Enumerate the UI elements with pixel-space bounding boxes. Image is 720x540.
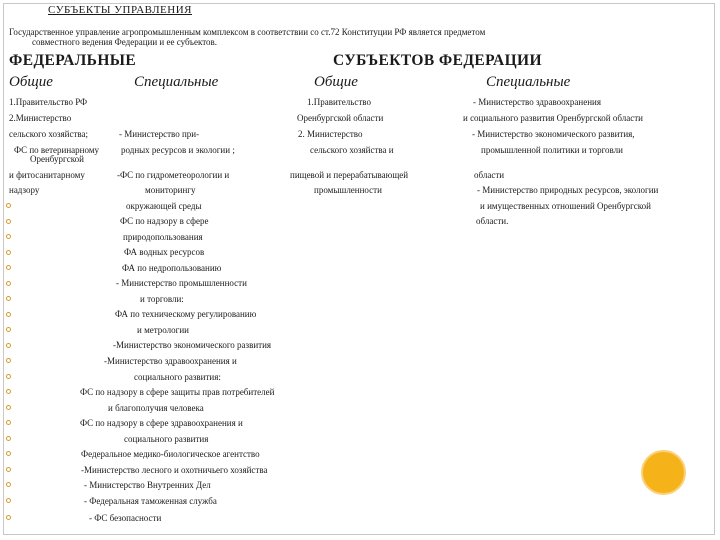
fed-general-item: ФС по ветеринарному (14, 145, 100, 155)
fed-special-item: и торговли: (140, 294, 184, 304)
fed-special-item: ФС по надзору в сфере защиты прав потребителей (80, 387, 275, 397)
bullet-icon (6, 281, 11, 286)
fed-general-label: Общие (9, 74, 53, 90)
subj-special-item: области (474, 170, 505, 180)
bullet-icon (6, 405, 11, 410)
bullet-icon (6, 265, 11, 270)
bullet-icon (6, 451, 11, 456)
fed-general-item: надзору (9, 185, 40, 195)
bullet-icon (6, 358, 11, 363)
subj-general-item: сельского хозяйства и (310, 145, 394, 155)
fed-special-item: - Министерство промышленности (116, 278, 247, 288)
subj-general-item: 2. Министерство (298, 129, 363, 139)
fed-general-item: 2.Министерство (9, 113, 72, 123)
fed-special-item: -Министерство здравоохранения и (104, 356, 237, 366)
intro-line-1: Государственное управление агропромышленным комплексом в соответствии со ст.72 Конституции РФ является предметом (9, 27, 486, 37)
bullet-icon (6, 482, 11, 487)
bullet-icon (6, 498, 11, 503)
fed-special-item: -ФС по гидрометеорологии и (117, 170, 230, 180)
bullet-icon (6, 374, 11, 379)
bullet-icon (6, 234, 11, 239)
fed-special-item: - Министерство при- (119, 129, 200, 139)
fed-special-label: Специальные (134, 74, 219, 90)
bullet-icon (6, 420, 11, 425)
fed-special-item: ФА по техническому регулированию (115, 309, 257, 319)
fed-special-item: -Министерство лесного и охотничьего хозяйства (81, 465, 268, 475)
fed-special-item: -Министерство экономического развития (113, 340, 272, 350)
fed-special-item: и благополучия человека (108, 403, 204, 413)
bullet-icon (6, 203, 11, 208)
bullet-icon (6, 343, 11, 348)
subj-special-item: и социального развития Оренбургской области (463, 113, 643, 123)
fed-special-item: ФА по недропользованию (122, 263, 222, 273)
subj-special-item: - Министерство природных ресурсов, экологии (477, 185, 659, 195)
page-title: СУБЪЕКТЫ УПРАВЛЕНИЯ (48, 4, 192, 16)
bullet-icon (6, 250, 11, 255)
fed-special-item: окружающей среды (126, 201, 202, 211)
bullet-icon (6, 312, 11, 317)
fed-special-item: ФА водных ресурсов (124, 247, 205, 257)
fed-general-item: Оренбургской (30, 154, 84, 164)
bullet-icon (6, 219, 11, 224)
fed-special-item: ФС по надзору в сфере (120, 216, 209, 226)
fed-special-item: - ФС безопасности (89, 513, 162, 523)
subj-special-item: промышленной политики и торговли (481, 145, 623, 155)
fed-special-item: и метрологии (137, 325, 189, 335)
subj-special-item: области. (476, 216, 509, 226)
fed-special-item: природопользования (123, 232, 203, 242)
bullet-icon (6, 467, 11, 472)
subj-general-item: промышленности (314, 185, 382, 195)
bullet-icon (6, 327, 11, 332)
fed-special-item: - Федеральная таможенная служба (84, 496, 217, 506)
subj-general-label: Общие (314, 74, 358, 90)
bullet-icon (6, 389, 11, 394)
fed-general-item: сельского хозяйства; (9, 129, 89, 139)
fed-general-item: 1.Правительство РФ (9, 97, 88, 107)
fed-special-item: ФС по надзору в сфере здравоохранения и (80, 418, 243, 428)
fed-special-item: Федеральное медико-биологическое агентство (81, 449, 260, 459)
subjects-heading: СУБЪЕКТОВ ФЕДЕРАЦИИ (333, 52, 542, 69)
subj-special-item: - Министерство здравоохранения (473, 97, 601, 107)
subj-general-item: 1.Правительство (307, 97, 371, 107)
subj-special-item: - Министерство экономического развития, (472, 129, 635, 139)
fed-special-item: - Министерство Внутренних Дел (84, 480, 211, 490)
federal-heading: ФЕДЕРАЛЬНЫЕ (9, 52, 137, 69)
subj-special-label: Специальные (486, 74, 571, 90)
decorative-circle (641, 450, 686, 495)
fed-special-item: социального развития (124, 434, 209, 444)
subj-special-item: и имущественных отношений Оренбургской (480, 201, 651, 211)
fed-special-item: родных ресурсов и экологии ; (121, 145, 235, 155)
subj-general-item: пищевой и перерабатывающей (290, 170, 409, 180)
bullet-icon (6, 296, 11, 301)
fed-special-item: социального развития: (134, 372, 221, 382)
bullet-icon (6, 515, 11, 520)
bullet-icon (6, 436, 11, 441)
fed-general-item: и фитосанитарному (9, 170, 85, 180)
subj-general-item: Оренбургской области (297, 113, 384, 123)
fed-special-item: мониторингу (145, 185, 196, 195)
intro-line-2: совместного ведения Федерации и ее субъектов. (32, 37, 218, 47)
